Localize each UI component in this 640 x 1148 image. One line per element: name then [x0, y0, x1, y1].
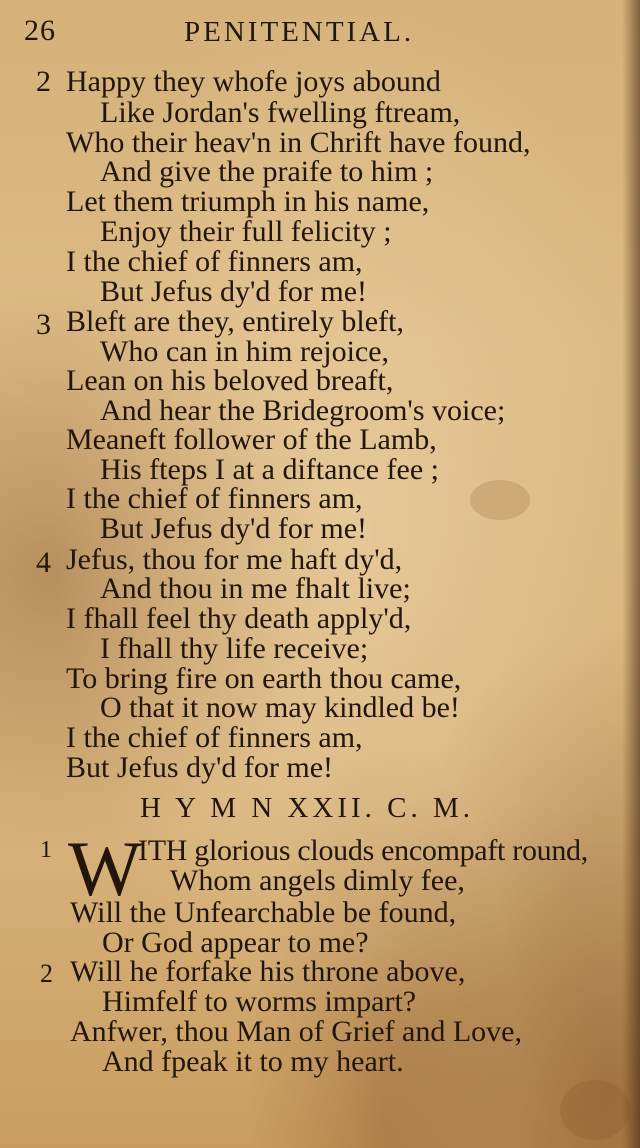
verse-line: Like Jordan's fwelling ftream,	[100, 96, 461, 129]
verse-line: ITH glorious clouds encompaft round,	[138, 834, 588, 867]
verse-line: Meaneft follower of the Lamb,	[66, 423, 437, 456]
page-gutter-shadow	[622, 0, 640, 1148]
verse-line: I the chief of finners am,	[66, 482, 363, 515]
verse-line: Anfwer, thou Man of Grief and Love,	[70, 1015, 522, 1048]
verse-line: Bleft are they, entirely bleft,	[66, 305, 404, 338]
verse-line: Enjoy their full felicity ;	[100, 215, 392, 248]
verse-line: I fhall feel thy death apply'd,	[66, 602, 412, 635]
verse-line: And hear the Bridegroom's voice;	[100, 394, 506, 427]
verse-number: 2	[36, 65, 51, 98]
page-header	[24, 12, 620, 48]
paper-stain	[470, 480, 530, 520]
verse-line: I the chief of finners am,	[66, 245, 363, 278]
verse-line: Jefus, thou for me haft dy'd,	[66, 543, 403, 576]
running-head: PENITENTIAL.	[184, 16, 415, 48]
verse-line: Happy they whofe joys abound	[66, 65, 441, 98]
verse-line: I the chief of finners am,	[66, 721, 363, 754]
verse-number: 4	[36, 546, 51, 579]
verse-line: But Jefus dy'd for me!	[100, 275, 368, 308]
verse-line: And thou in me fhalt live;	[100, 572, 411, 605]
verse-number: 1	[40, 837, 52, 863]
verse-line: Will he forfake his throne above,	[70, 955, 466, 988]
verse-line: Who can in him rejoice,	[100, 335, 390, 368]
verse-line: Who their heav'n in Chrift have found,	[66, 126, 531, 159]
drop-cap: W	[68, 825, 142, 912]
verse-line: Will the Unfearchable be found,	[70, 896, 457, 929]
verse-line: His fteps I at a diftance fee ;	[100, 453, 440, 486]
verse-line: But Jefus dy'd for me!	[100, 512, 368, 545]
verse-line: I fhall thy life receive;	[100, 632, 369, 665]
verse-line: Let them triumph in his name,	[66, 185, 430, 218]
page-number: 26	[24, 14, 56, 47]
verse-line: And give the praife to him ;	[100, 155, 434, 188]
hymn-title: H Y M N XXII. C. M.	[140, 792, 475, 824]
verse-line: Lean on his beloved breaft,	[66, 364, 394, 397]
verse-line: Or God appear to me?	[102, 926, 369, 959]
verse-line: To bring fire on earth thou came,	[66, 662, 462, 695]
verse-number: 2	[40, 959, 53, 988]
verse-number: 3	[36, 308, 51, 341]
verse-line: Whom angels dimly fee,	[170, 864, 465, 897]
verse-line: And fpeak it to my heart.	[102, 1045, 404, 1078]
verse-line: Himfelf to worms impart?	[102, 985, 417, 1018]
verse-line: But Jefus dy'd for me!	[66, 751, 334, 784]
verse-line: O that it now may kindled be!	[100, 691, 460, 724]
paper-stain	[560, 1080, 630, 1140]
